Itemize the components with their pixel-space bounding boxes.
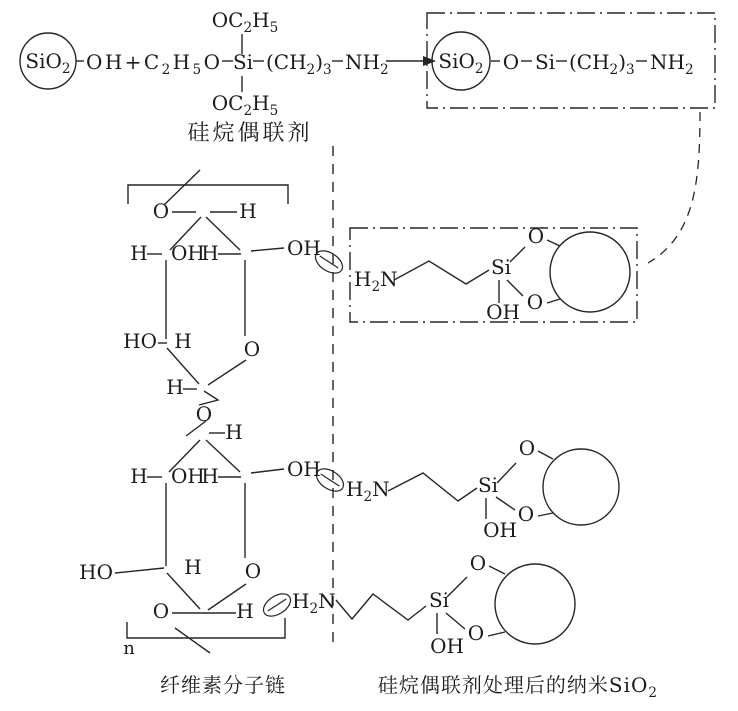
connector-dashed-curve [648,112,700,263]
nano-sio2-particle [495,564,575,644]
propyl-zigzag [394,261,489,284]
o-label: O [517,502,535,526]
oh-label: OH [171,464,205,488]
si-label: Si [490,255,512,279]
o-label: O [526,290,544,314]
sio2-label: SiO$_2$ [25,49,71,77]
o-label: O [502,50,520,74]
propyl-zigzag [336,594,426,620]
hbond-marker-3 [260,589,295,620]
h2n-label: $H_2N$ [346,477,390,505]
nh2-label: $NH_2$ [650,50,694,78]
reaction-arrow [386,56,436,66]
chain-break-slash [175,628,210,653]
h-label: H [184,555,202,579]
silane-unit-3 [292,551,575,658]
h-label: H [236,599,254,623]
repeat-n-label: n [123,638,135,659]
propyl-zigzag [388,473,477,501]
o-label: O [527,224,545,248]
h-label: H [201,241,219,265]
cellulose-chain [79,170,321,659]
ring-o-label: O [152,199,170,223]
propyl-label: $(CH_2)_3$ [266,50,332,78]
h-label: H [201,464,219,488]
reactant-chain-label: OH+C $_2$ H $_5$ O [86,50,220,78]
si-label: Si [534,50,556,74]
si-label: Si [428,588,450,612]
sio2-label: SiO$_2$ [438,49,484,77]
ethoxy-top-label: $OC_2H_5$ [211,8,279,36]
silane-agent-caption: 硅烷偶联剂 [187,121,313,146]
ring-o-label: O [243,337,261,361]
h-label: H [166,375,184,399]
glucose-ring-1 [123,199,321,399]
chain-break-slash [164,170,200,205]
oh-label: OH [486,300,520,324]
silane-unit-2 [346,436,619,542]
oh-label: OH [287,236,321,260]
ethoxy-bottom-label: $OC_2H_5$ [211,91,279,119]
si-label: Si [477,473,499,497]
o-label: O [469,551,487,575]
oh-label: OH [287,457,321,481]
h-label: H [225,420,243,444]
h2n-label: $H_2N$ [292,589,336,617]
h-label: H [130,241,148,265]
nano-sio2-particle [550,232,630,312]
h2n-label: $H_2N$ [354,267,398,295]
o-label: O [518,436,536,460]
h-label: H [239,199,257,223]
nh2-label: $NH_2$ [345,50,389,78]
ho-label: HO [123,329,157,353]
silane-unit-1 [350,224,637,324]
product-box-group [427,13,715,263]
glucose-ring-2 [79,420,321,623]
propyl-label: $(CH_2)_3$ [569,50,635,78]
nano-sio2-particle [543,449,619,525]
glycosidic-link [186,391,218,436]
h-label: H [174,329,192,353]
cellulose-chain-caption: 纤维素分子链 [160,673,286,697]
ring-o-label: O [244,559,262,583]
glycosidic-o-label: O [152,599,170,623]
o-label: O [467,621,485,645]
oh-label: OH [430,634,464,658]
h-label: H [130,464,148,488]
arrowhead-icon [423,56,436,66]
treated-nano-sio2-caption: 硅烷偶联剂处理后的纳米SiO$_2$ [377,673,659,701]
si-label: Si [232,50,254,74]
glycosidic-o-label: O [195,402,213,426]
bottom-bracket [127,618,285,638]
ho-label: HO [79,560,113,584]
oh-label: OH [483,518,517,542]
oh-label: OH [171,241,205,265]
top-reaction [20,8,436,146]
